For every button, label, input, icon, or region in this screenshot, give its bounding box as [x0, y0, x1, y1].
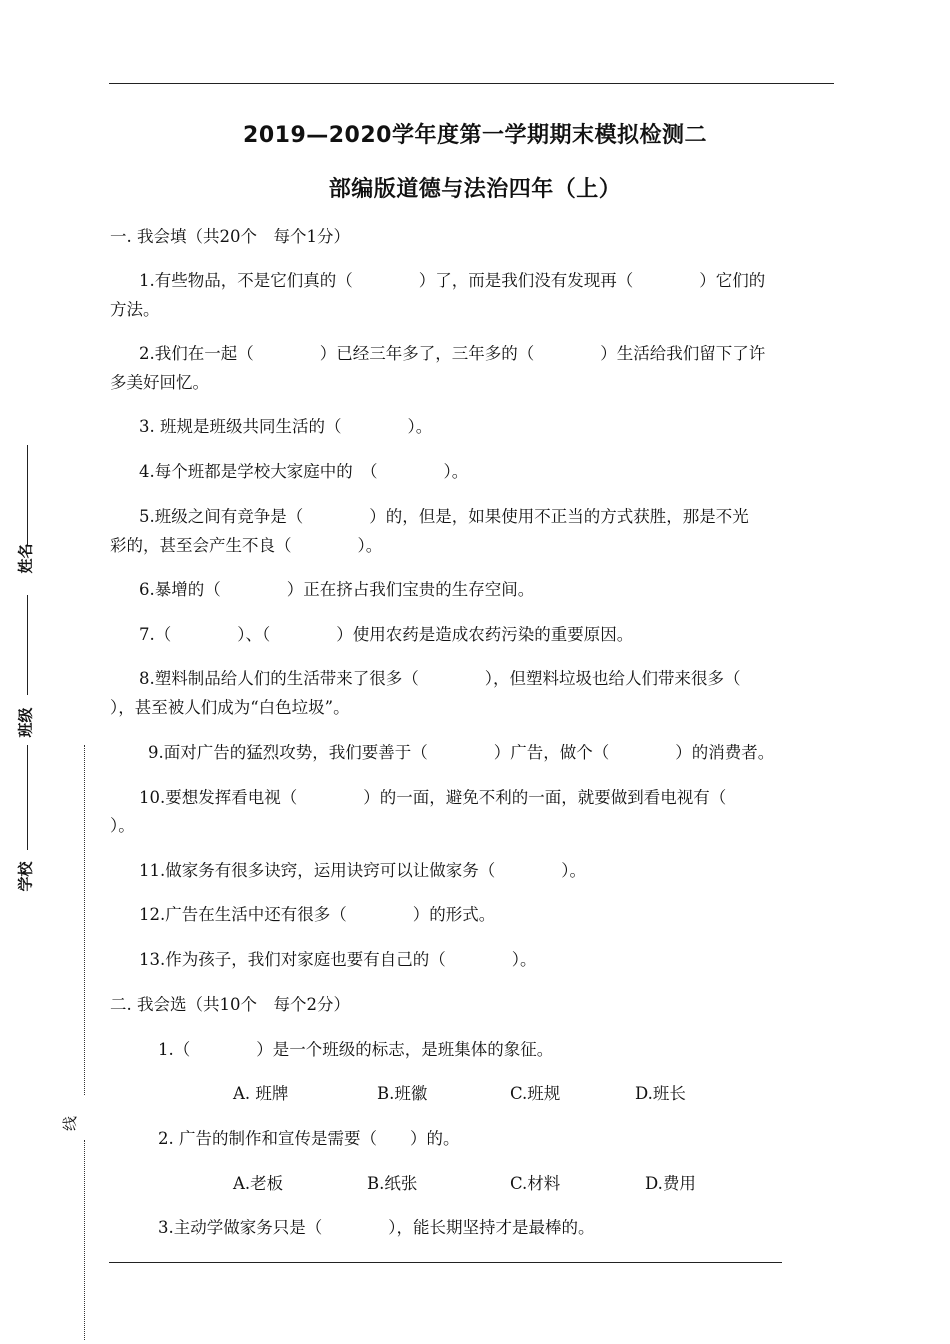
cut-line-upper: [84, 745, 85, 1095]
option-2-2-d: D.费用: [645, 1174, 696, 1193]
question-1-2-cont: 多美好回忆。: [110, 373, 209, 392]
name-label: 姓名: [16, 543, 35, 574]
option-2-1-c: C.班规: [510, 1084, 561, 1103]
school-line: [27, 745, 28, 850]
option-2-2-a: A.老板: [233, 1174, 284, 1193]
name-line: [27, 445, 28, 545]
cut-line-label: 线: [61, 1115, 80, 1132]
question-1-11: 11.做家务有很多诀窍，运用诀窍可以让做家务（ ）。: [139, 861, 586, 880]
option-2-1-b: B.班徽: [377, 1084, 428, 1103]
section1-heading: 一. 我会填（共20个 每个1分）: [110, 227, 350, 246]
top-rule: [109, 83, 834, 84]
page-subtitle: 部编版道德与法治四年（上）: [328, 177, 622, 202]
question-1-8-cont: ），甚至被人们成为“白色垃圾”。: [110, 698, 350, 717]
question-1-9: 9.面对广告的猛烈攻势，我们要善于（ ）广告，做个（ ）的消费者。: [148, 743, 775, 762]
school-label: 学校: [16, 861, 35, 892]
question-1-13: 13.作为孩子，我们对家庭也要有自己的（ ）。: [139, 950, 537, 969]
question-1-5: 5.班级之间有竞争是（ ）的，但是，如果使用不正当的方式获胜，那是不光: [139, 507, 749, 526]
option-2-1-a: A. 班牌: [233, 1084, 289, 1103]
question-2-2: 2. 广告的制作和宣传是需要（ ）的。: [158, 1129, 460, 1148]
page-title: 2019—2020学年度第一学期期末模拟检测二: [243, 123, 707, 148]
question-2-1: 1.（ ）是一个班级的标志，是班集体的象征。: [158, 1040, 554, 1059]
option-2-1-d: D.班长: [635, 1084, 686, 1103]
question-1-8: 8.塑料制品给人们的生活带来了很多（ ），但塑料垃圾也给人们带来很多（: [139, 669, 741, 688]
bottom-rule: [109, 1262, 782, 1263]
question-1-3: 3. 班规是班级共同生活的（ ）。: [139, 417, 433, 436]
question-1-5-cont: 彩的，甚至会产生不良（ ）。: [110, 536, 383, 555]
question-1-1: 1.有些物品，不是它们真的（ ）了，而是我们没有发现再（ ）它们的: [139, 271, 766, 290]
option-2-2-b: B.纸张: [367, 1174, 418, 1193]
option-2-2-c: C.材料: [510, 1174, 561, 1193]
question-1-1-cont: 方法。: [110, 300, 160, 319]
question-1-2: 2.我们在一起（ ）已经三年多了，三年多的（ ）生活给我们留下了许: [139, 344, 766, 363]
question-1-10: 10.要想发挥看电视（ ）的一面，避免不利的一面，就要做到看电视有（: [139, 788, 727, 807]
cut-line-lower: [84, 1140, 85, 1340]
class-line: [27, 595, 28, 695]
class-label: 班级: [16, 707, 35, 738]
question-1-6: 6.暴增的（ ）正在挤占我们宝贵的生存空间。: [139, 580, 535, 599]
question-1-7: 7.（ ）、（ ）使用农药是造成农药污染的重要原因。: [139, 625, 634, 644]
section2-heading: 二. 我会选（共10个 每个2分）: [110, 995, 350, 1014]
question-1-10-cont: ）。: [110, 816, 135, 835]
question-1-12: 12.广告在生活中还有很多（ ）的形式。: [139, 905, 496, 924]
question-2-3: 3.主动学做家务只是（ ），能长期坚持才是最棒的。: [158, 1218, 595, 1237]
question-1-4: 4.每个班都是学校大家庭中的 （ ）。: [139, 462, 469, 481]
